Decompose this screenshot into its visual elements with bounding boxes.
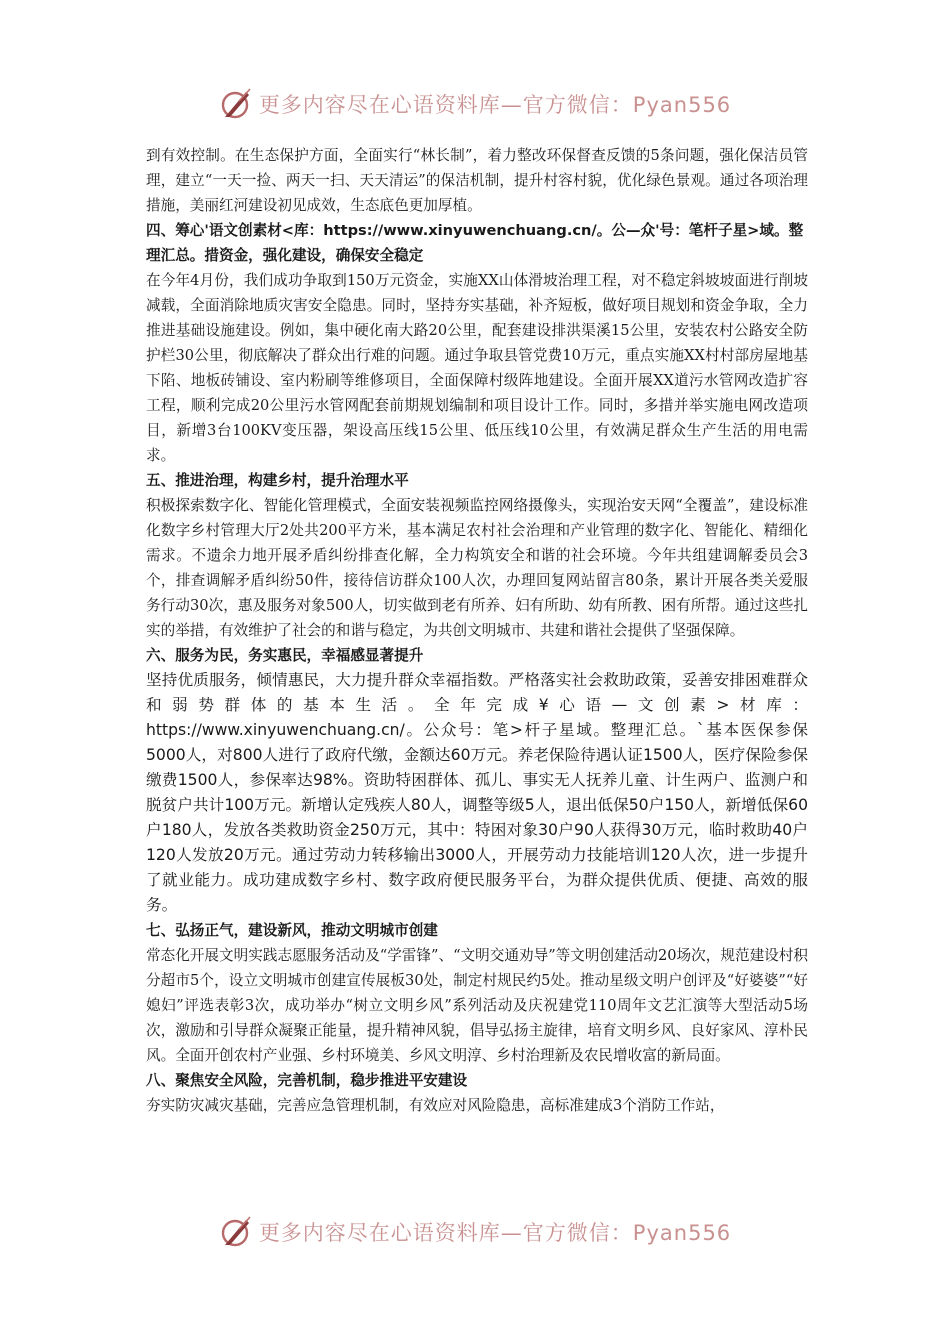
quill-logo-icon bbox=[219, 1215, 253, 1249]
section-heading: 六、服务为民，务实惠民，幸福感显著提升 bbox=[146, 647, 424, 664]
body-paragraph: 坚持优质服务，倾情惠民，大力提升群众幸福指数。严格落实社会救助政策，妥善安排困难群众和弱势群体的基本生活。全年完成¥心语—文创素>材库：https://www.xinyuwenchuang.cn/。公众号：笔>杆子星域。整理汇总。`基本医保参保5000人，对800人进行了政府代缴，金额达60万元。养老保险待遇认证1500人，医疗保险参保缴费1500人，参保率达98%。资助特困群体、孤儿、事实无人抚养儿童、计生两户、监测户和脱贫户共计100万元。新增认定残疾人80人，调整等级5人，退出低保50户150人，新增低保60户180人，发放各类救助资金250万元，其中：特困对象30户90人获得30万元，临时救助40户120人发放20万元。通过劳动力转移输出3000人，开展劳动力技能培训120人次，进一步提升了就业能力。成功建成数字乡村、数字政府便民服务平台，为群众提供优质、便捷、高效的服务。 bbox=[146, 671, 808, 914]
body-paragraph: 积极探索数字化、智能化管理模式，全面安装视频监控网络摄像头，实现治安天网“全覆盖”，建设标准化数字乡村管理大厅2处共200平方米，基本满足农村社会治理和产业管理的数字化、智能化、精细化需求。不遗余力地开展矛盾纠纷排查化解，全力构筑安全和谐的社会环境。今年共组建调解委员会3个，排查调解矛盾纠纷50件，接待信访群众100人次，办理回复网站留言80条，累计开展各类关爱服务行动30次，惠及服务对象500人，切实做到老有所养、妇有所助、幼有所教、困有所帮。通过这些扎实的举措，有效维护了社会的和谐与稳定，为共创文明城市、共建和谐社会提供了坚强保障。 bbox=[146, 497, 808, 639]
watermark-text: 更多内容尽在心语资料库—官方微信：Pyan556 bbox=[258, 1221, 732, 1245]
document-body bbox=[146, 143, 808, 1118]
body-paragraph: 夯实防灾减灾基础，完善应急管理机制，有效应对风险隐患，高标准建成3个消防工作站， bbox=[146, 1097, 725, 1114]
section-heading: 七、弘扬正气，建设新风，推动文明城市创建 bbox=[146, 922, 438, 939]
section-heading: 八、聚焦安全风险，完善机制，稳步推进平安建设 bbox=[146, 1072, 468, 1089]
body-paragraph: 常态化开展文明实践志愿服务活动及“学雷锋”、“文明交通劝导”等文明创建活动20场次，规范建设村积分超市5个，设立文明城市创建宣传展板30处，制定村规民约5处。推动星级文明户创评及“好婆婆”“好媳妇”评选表彰3次，成功举办“树立文明乡风”系列活动及庆祝建党110周年文艺汇演等大型活动5场次，激励和引导群众凝聚正能量，提升精神风貌，倡导弘扬主旋律，培育文明乡风、良好家风、淳朴民风。全面开创农村产业强、乡村环境美、乡风文明淳、乡村治理新及农民增收富的新局面。 bbox=[146, 947, 808, 1064]
quill-logo-icon bbox=[219, 87, 253, 121]
body-paragraph: 在今年4月份，我们成功争取到150万元资金，实施XX山体滑坡治理工程，对不稳定斜坡坡面进行削坡减载，全面消除地质灾害安全隐患。同时，坚持夯实基础，补齐短板，做好项目规划和资金争取，全力推进基础设施建设。例如，集中硬化南大路20公里，配套建设排洪渠溪15公里，安装农村公路安全防护栏30公里，彻底解决了群众出行难的问题。通过争取县管党费10万元，重点实施XX村村部房屋地基下陷、地板砖铺设、室内粉刷等维修项目，全面保障村级阵地建设。全面开展XX道污水管网改造扩容工程，顺利完成20公里污水管网配套前期规划编制和项目设计工作。同时，多措并举实施电网改造项目，新增3台100KV变压器，架设高压线15公里、低压线10公里，有效满足群众生产生活的用电需求。 bbox=[146, 272, 808, 464]
watermark-banner-top bbox=[0, 84, 950, 124]
watermark-text: 更多内容尽在心语资料库—官方微信：Pyan556 bbox=[258, 93, 732, 117]
watermark-banner-bottom bbox=[0, 1212, 950, 1252]
body-paragraph: 到有效控制。在生态保护方面，全面实行“林长制”，着力整改环保督查反馈的5条问题，强化保洁员管理，建立“一天一捡、两天一扫、天天清运”的保洁机制，提升村容村貌，优化绿色景观。通过各项治理措施，美丽红河建设初见成效，生态底色更加厚植。 bbox=[146, 147, 808, 214]
section-heading: 四、筹心'语文创素材<库：https://www.xinyuwenchuang.cn/。公—众'号：笔杆子星>域。整理汇总。措资金，强化建设，确保安全稳定 bbox=[146, 222, 804, 264]
section-heading: 五、推进治理，构建乡村，提升治理水平 bbox=[146, 472, 409, 489]
